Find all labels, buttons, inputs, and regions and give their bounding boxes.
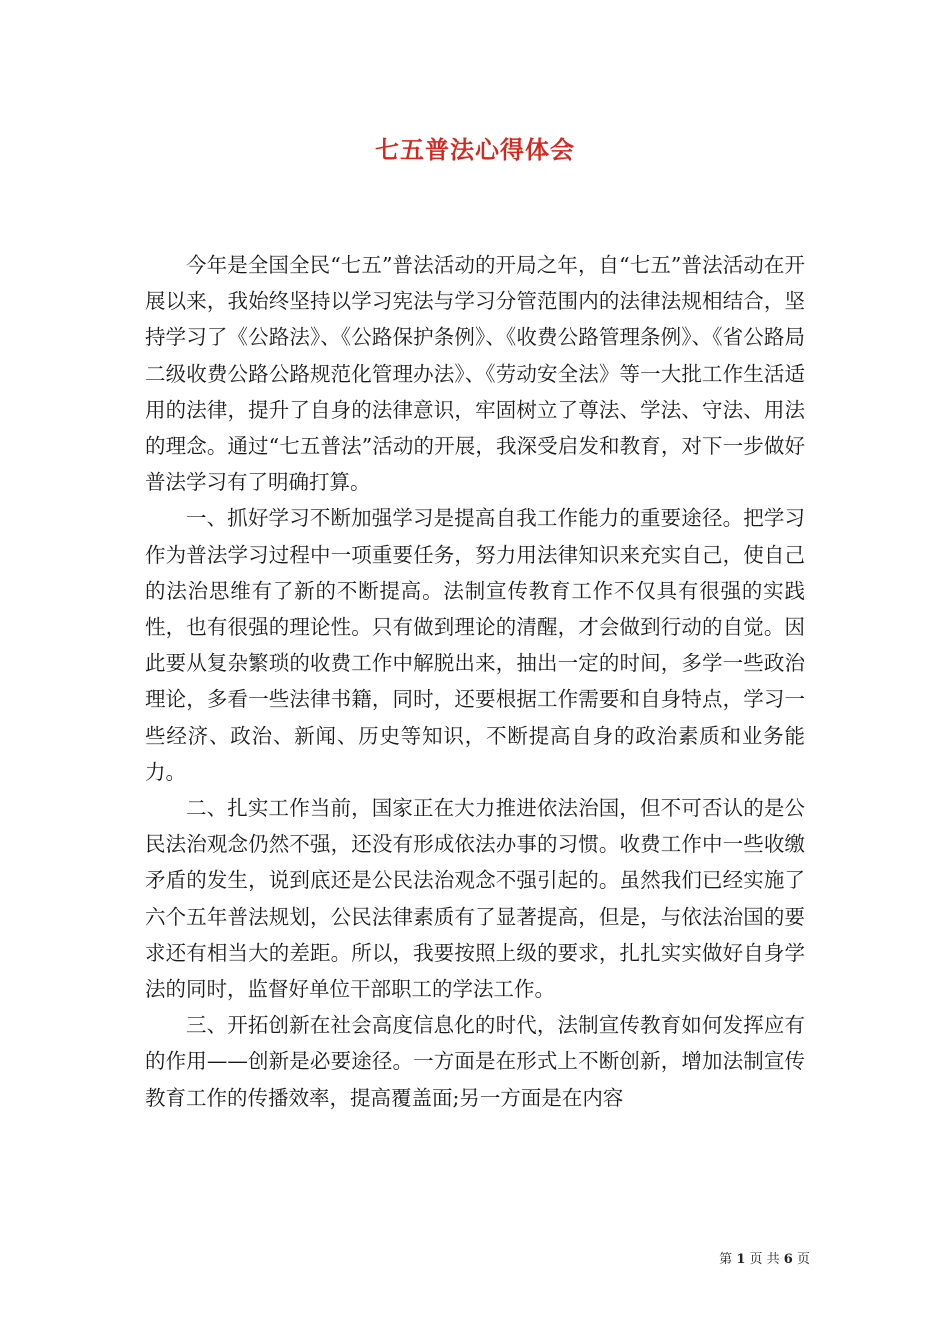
- footer-prefix: 第: [719, 1252, 733, 1267]
- document-body: [145, 247, 805, 1116]
- total-page-number: 6: [783, 1252, 793, 1267]
- paragraph-section-2: 二、扎实工作当前，国家正在大力推进依法治国，但不可否认的是公民法治观念仍然不强，还没有形成依法办事的习惯。收费工作中一些收缴矛盾的发生，说到底还是公民法治观念不强引起的。虽然我们已经实施了六个五年普法规划，公民法律素质有了显著提高，但是，与依法治国的要求还有相当大的差距。所以，我要按照上级的要求，扎扎实实做好自身学法的同时，监督好单位干部职工的学法工作。: [145, 796, 805, 1002]
- paragraph-intro: 今年是全国全民“七五”普法活动的开局之年，自“七五”普法活动在开展以来，我始终坚持以学习宪法与学习分管范围内的法律法规相结合，坚持学习了《公路法》、《公路保护条例》、《收费公路管理条例》、《省公路局二级收费公路公路规范化管理办法》、《劳动安全法》等一大批工作生活适用的法律，提升了自身的法律意识，牢固树立了尊法、学法、守法、用法的理念。通过“七五普法”活动的开展，我深受启发和教育，对下一步做好普法学习有了明确打算。: [145, 253, 805, 495]
- paragraph-section-3: 三、开拓创新在社会高度信息化的时代，法制宣传教育如何发挥应有的作用——创新是必要途径。一方面是在形式上不断创新，增加法制宣传教育工作的传播效率，提高覆盖面;另一方面是在内容: [145, 1013, 805, 1110]
- paragraph-section-1: 一、抓好学习不断加强学习是提高自我工作能力的重要途径。把学习作为普法学习过程中一项重要任务，努力用法律知识来充实自己，使自己的法治思维有了新的不断提高。法制宣传教育工作不仅具有很强的实践性，也有很强的理论性。只有做到理论的清醒，才会做到行动的自觉。因此要从复杂繁琐的收费工作中解脱出来，抽出一定的时间，多学一些政治理论，多看一些法律书籍，同时，还要根据工作需要和自身特点，学习一些经济、政治、新闻、历史等知识，不断提高自身的政治素质和业务能力。: [145, 506, 805, 784]
- current-page-number: 1: [736, 1252, 746, 1267]
- footer-middle: 页 共: [749, 1252, 780, 1267]
- page-number-footer: [700, 1248, 810, 1267]
- footer-suffix: 页: [796, 1252, 810, 1267]
- document-title: 七五普法心得体会: [375, 135, 575, 164]
